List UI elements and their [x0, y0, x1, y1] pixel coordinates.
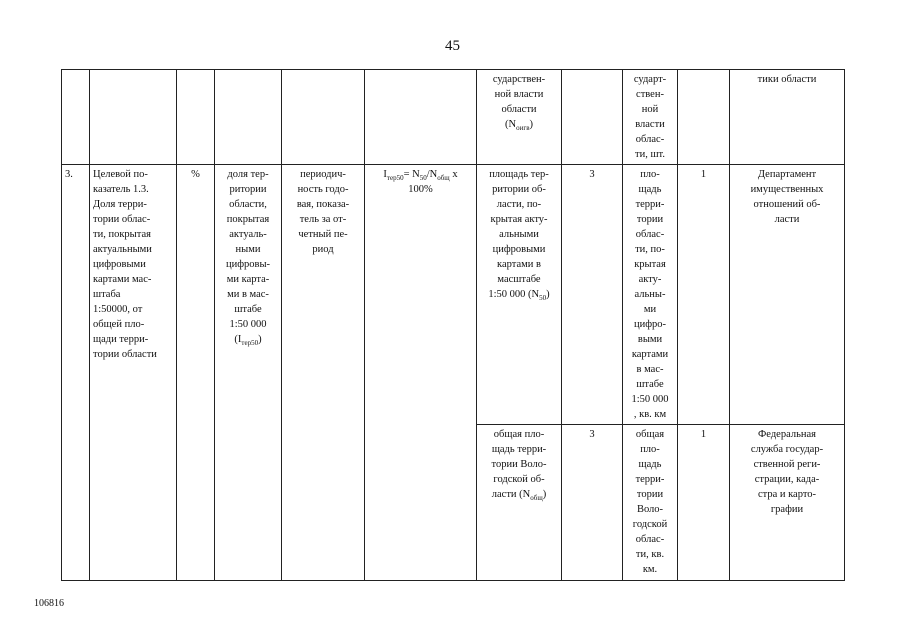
- cell-periodicity: периодич- ность годо- вая, показа- тель за от- четный пе- риод: [282, 165, 365, 581]
- cell-source-unit: сударт- ствен- ной власти облас- ти, шт.: [623, 70, 678, 165]
- cell-source-unit: пло- щадь терри- тории облас- ти, по- крытая акту- альны- ми цифро- выми картами в мас- штабе 1:50 000 , кв. км: [623, 165, 678, 425]
- cell-source-description: площадь тер- ритории об- ласти, по- крытая акту- альными цифровыми картами в масштабе 1:50 000 $(N_{50})$: [477, 165, 562, 425]
- cell-source-description: общая пло- щадь терри- тории Воло- годской об- ласти $(N_{общ})$: [477, 425, 562, 581]
- indicator-row: [62, 165, 845, 425]
- cell-code: 3: [562, 425, 623, 581]
- cell-name: Целевой по- казатель 1.3. Доля терри- тории облас- ти, покрытая актуальными цифровыми картами мас- штаба 1:50000, от общей пло- щади терри- тории области: [90, 165, 177, 581]
- cell-responsible: Департамент имущественных отношений об- ласти: [730, 165, 845, 425]
- cell-periodicity: [282, 70, 365, 165]
- cell-responsible: тики области: [730, 70, 845, 165]
- cell-code2: 1: [678, 425, 730, 581]
- page-number: 45: [445, 38, 460, 54]
- cell-num: 3.: [62, 165, 90, 581]
- cell-responsible: Федеральная служба государ- ственной реги- страции, када- стра и карто- графии: [730, 425, 845, 581]
- cell-definition: доля тер- ритории области, покрытая актуаль- ными цифровы- ми карта- ми в мас- штабе 1:50 000 $(I_{тер50})$: [215, 165, 282, 581]
- cell-source-unit: общая пло- щадь терри- тории Воло- годской облас- ти, кв. км.: [623, 425, 678, 581]
- cell-code: 3: [562, 165, 623, 425]
- cell-formula: [365, 70, 477, 165]
- cell-code: [562, 70, 623, 165]
- continuation-row: [62, 70, 845, 165]
- cell-definition: [215, 70, 282, 165]
- cell-source-description: сударствен- ной власти области $(N_{оигв})$: [477, 70, 562, 165]
- cell-code2: [678, 70, 730, 165]
- cell-code2: 1: [678, 165, 730, 425]
- document-code: 106816: [34, 598, 64, 609]
- indicator-table: [61, 69, 845, 581]
- cell-unit-measure: %: [177, 165, 215, 581]
- cell-formula: $I_{тер50}= N_{50}/N_{общ}$ x 100%: [365, 165, 477, 581]
- cell-num: [62, 70, 90, 165]
- cell-name: [90, 70, 177, 165]
- cell-unit-measure: [177, 70, 215, 165]
